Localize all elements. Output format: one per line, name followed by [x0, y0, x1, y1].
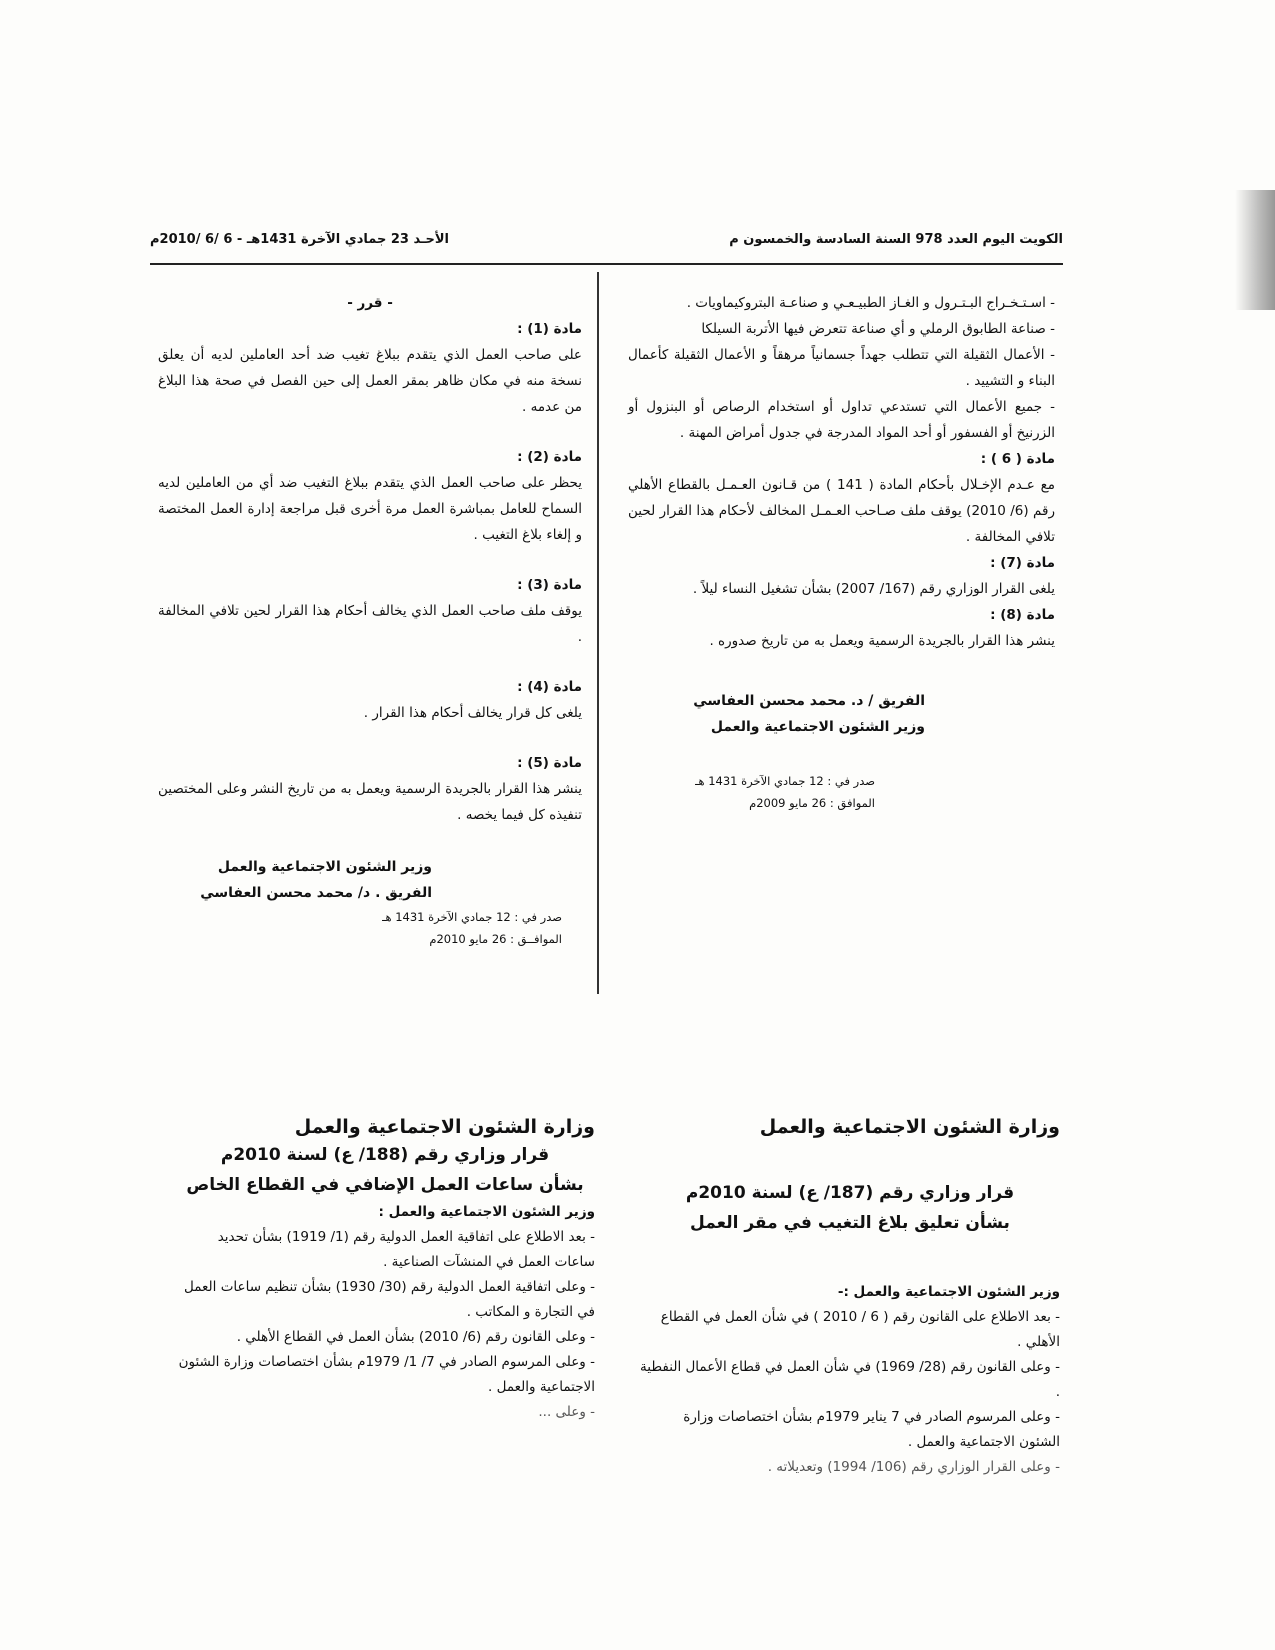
article-1-title: مادة (1) :: [517, 321, 582, 337]
decree-188-section: [175, 1115, 595, 1425]
article-7-title: مادة (7) :: [990, 555, 1055, 571]
list-item: - وعلى اتفاقية العمل الدولية رقم (30/ 1930) بشأن تنظيم ساعات العمل في التجارة و المكاتب .: [184, 1279, 595, 1320]
article-3-title: مادة (3) :: [517, 577, 582, 593]
article-1-text: على صاحب العمل الذي يتقدم ببلاغ تغيب ضد أحد العاملين لديه أن يعلق نسخة منه في مكان ظاهر بمقر العمل إلى حين الفصل في صحة هذا البلاغ من عدمه .: [158, 347, 582, 415]
article-7-text: يلغى القرار الوزاري رقم (167/ 2007) بشأن تشغيل النساء ليلاً .: [692, 581, 1055, 597]
list-item: - وعلى المرسوم الصادر في 7/ 1/ 1979م بشأن اختصاصات وزارة الشئون الاجتماعية والعمل .: [178, 1354, 595, 1395]
right-column: [628, 290, 1055, 814]
scan-edge-shadow: [1235, 190, 1275, 310]
decree-title: قرار وزاري رقم (188/ ع) لسنة 2010م: [220, 1145, 550, 1165]
article-5-title: مادة (5) :: [517, 755, 582, 771]
article-6-title: مادة ( 6 ) :: [980, 451, 1055, 467]
list-item: - وعلى المرسوم الصادر في 7 يناير 1979م بشأن اختصاصات وزارة الشئون الاجتماعية والعمل .: [683, 1409, 1060, 1450]
list-item: - وعلى القرار الوزاري رقم (106/ 1994) وتعديلاته .: [767, 1459, 1060, 1475]
article-8-text: ينشر هذا القرار بالجريدة الرسمية ويعمل به من تاريخ صدوره .: [709, 633, 1055, 649]
list-item: - جميع الأعمال التي تستدعي تداول أو استخدام الرصاص أو البنزول أو الزرنيخ أو الفسفور أو أحد المواد المدرجة في جدول أمراض المهنة .: [628, 399, 1055, 441]
article-5-text: ينشر هذا القرار بالجريدة الرسمية ويعمل به من تاريخ النشر وعلى المختصين تنفيذه كل فيما يخصه .: [158, 781, 582, 823]
article-2-text: يحظر على صاحب العمل الذي يتقدم ببلاغ التغيب ضد أي من العاملين لديه السماح للعامل بمباشرة العمل مرة أخرى قبل مراجعة إدارة العمل المختصة و إلغاء بلاغ التغيب .: [158, 475, 582, 543]
signature-title: وزير الشئون الاجتماعية والعمل: [217, 859, 432, 875]
list-item-partial: - وعلى ...: [538, 1404, 595, 1420]
header-issue-info: الكويت اليوم العدد 978 السنة السادسة والخمسون م: [729, 232, 1063, 247]
article-3-text: يوقف ملف صاحب العمل الذي يخالف أحكام هذا القرار لحين تلافي المخالفة .: [158, 603, 582, 645]
issued-date: صدر في : 12 جمادي الآخرة 1431 هـ: [695, 774, 875, 788]
decree-title: قرار وزاري رقم (187/ ع) لسنة 2010م: [685, 1183, 1015, 1203]
decree-187-section: [640, 1115, 1060, 1480]
left-column: [158, 290, 582, 950]
column-divider: [597, 272, 599, 994]
header-rule: [150, 263, 1063, 265]
decree-subject: بشأن ساعات العمل الإضافي في القطاع الخاص: [186, 1175, 584, 1195]
minister-line: وزير الشئون الاجتماعية والعمل :-: [837, 1284, 1060, 1300]
list-item: - صناعة الطابوق الرملي و أي صناعة تتعرض فيها الأتربة السيلكا: [701, 321, 1055, 337]
list-item: - اسـتـخـراج البـتـرول و الغـاز الطبيـعـي و صناعـة البتروكيماويات .: [686, 295, 1055, 311]
decides-heading: - قرر -: [347, 295, 393, 311]
corresponding-date: الموافــق : 26 مايو 2010م: [429, 932, 562, 946]
signature-name: الفريق / د. محمد محسن العفاسي: [693, 693, 925, 709]
signature-name: الفريق . د/ محمد محسن العفاسي: [200, 885, 432, 901]
article-4-text: يلغى كل قرار يخالف أحكام هذا القرار .: [363, 705, 582, 721]
decree-subject: بشأن تعليق بلاغ التغيب في مقر العمل: [690, 1213, 1010, 1233]
ministry-heading: وزارة الشئون الاجتماعية والعمل: [759, 1116, 1060, 1138]
page-header: [150, 232, 1063, 260]
header-date: الأحـد 23 جمادي الآخرة 1431هـ - 6 /6 /2010م: [150, 232, 449, 247]
article-8-title: مادة (8) :: [990, 607, 1055, 623]
list-item: - الأعمال الثقيلة التي تتطلب جهداً جسمانياً مرهقاً و الأعمال الثقيلة كأعمال البناء و التشييد .: [628, 347, 1055, 389]
list-item: - وعلى القانون رقم (28/ 1969) في شأن العمل في قطاع الأعمال النفطية .: [640, 1359, 1060, 1400]
ministry-heading: وزارة الشئون الاجتماعية والعمل: [294, 1116, 595, 1138]
signature-title: وزير الشئون الاجتماعية والعمل: [710, 719, 925, 735]
issued-date: صدر في : 12 جمادي الآخرة 1431 هـ: [382, 910, 562, 924]
article-4-title: مادة (4) :: [517, 679, 582, 695]
list-item: - وعلى القانون رقم (6/ 2010) بشأن العمل في القطاع الأهلي .: [236, 1329, 595, 1345]
list-item: - بعد الاطلاع على اتفاقية العمل الدولية رقم (1/ 1919) بشأن تحديد ساعات العمل في المنشآت الصناعية .: [217, 1229, 595, 1270]
minister-line: وزير الشئون الاجتماعية والعمل :: [378, 1204, 595, 1220]
corresponding-date: الموافق : 26 مايو 2009م: [749, 796, 875, 810]
list-item: - بعد الاطلاع على القانون رقم ( 6 / 2010 ) في شأن العمل في القطاع الأهلي .: [660, 1309, 1060, 1350]
article-6-text: مع عـدم الإخـلال بأحكام المادة ( 141 ) من قـانون العـمـل بالقطاع الأهلي رقم (6/ 2010) يوقف ملف صـاحب العـمـل المخالف لأحكام هذا القرار لحين تلافي المخالفة .: [628, 477, 1056, 545]
article-2-title: مادة (2) :: [517, 449, 582, 465]
